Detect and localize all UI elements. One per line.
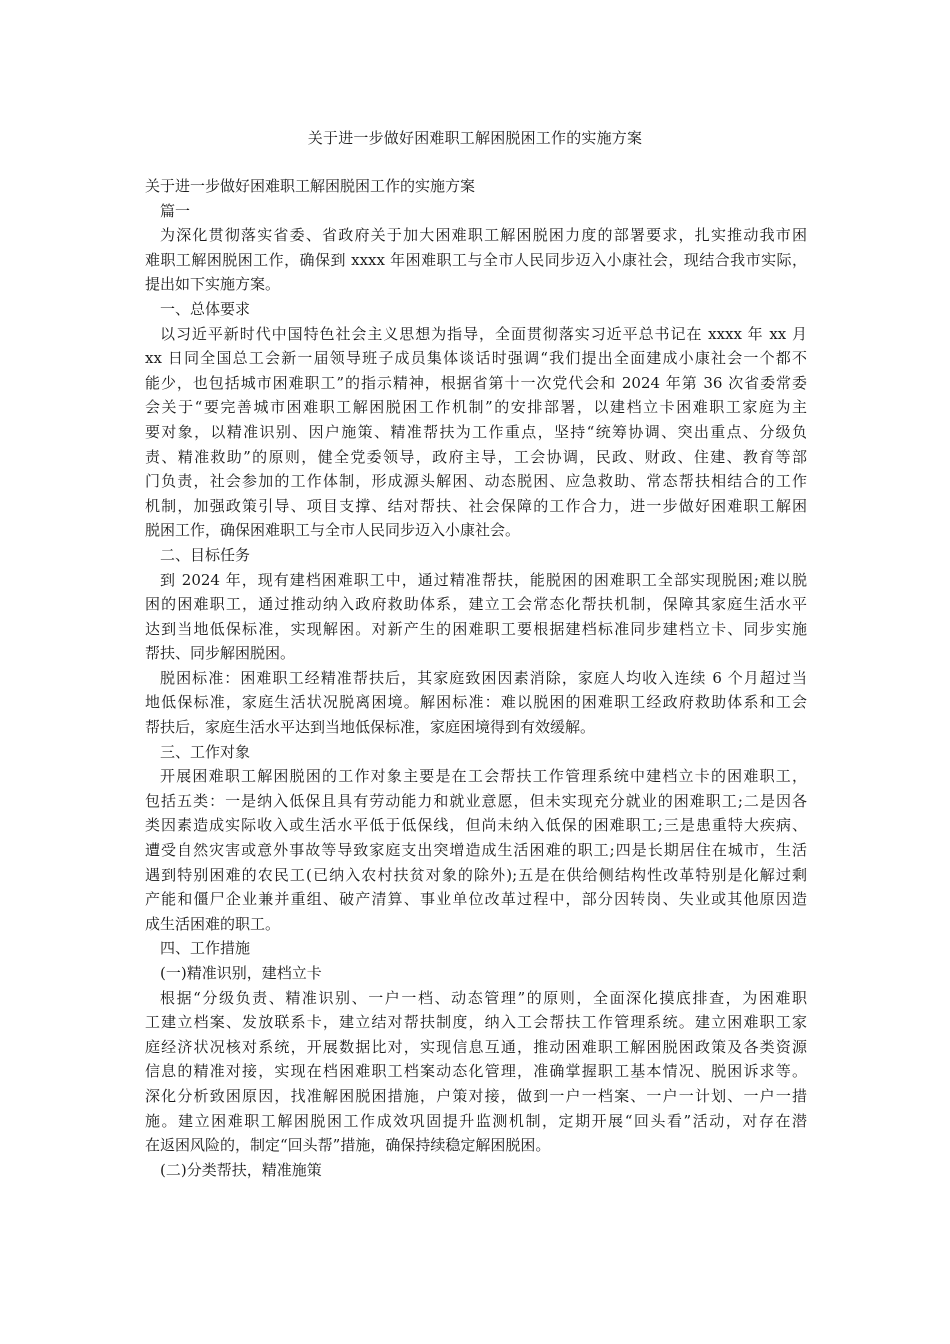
text-line: 深化分析致困原因，找准解困脱困措施，户策对接，做到一户一档案、一户一计划、一户一措 [145, 1086, 807, 1105]
text-line: 在返困风险的，制定“回头帮”措施，确保持续稳定解困脱困。 [145, 1136, 551, 1155]
text-line: 达到当地低保标准，实现解困。对新产生的困难职工要根据建档标准同步建档立卡、同步实施 [145, 619, 807, 638]
text-line: 篇一 [160, 201, 191, 220]
text-line: 脱困工作，确保困难职工与全市人民同步迈入小康社会。 [145, 521, 521, 540]
text-line: 施。建立困难职工解困脱困工作成效巩固提升监测机制，定期开展“回头看”活动，对存在潜 [145, 1111, 807, 1130]
text-line: 信息的精准对接，实现在档困难职工档案动态化管理，准确掌握职工基本情况、脱困诉求等。 [145, 1062, 807, 1081]
text-line: 产能和僵尸企业兼并重组、破产清算、事业单位改革过程中，部分因转岗、失业或其他原因造 [145, 890, 807, 909]
text-line: 三、工作对象 [160, 742, 251, 761]
text-line: 二、目标任务 [160, 545, 251, 564]
text-line: (二)分类帮扶，精准施策 [160, 1160, 322, 1179]
text-line: 包括五类：一是纳入低保且具有劳动能力和就业意愿，但未实现充分就业的困难职工;二是因各 [145, 791, 807, 810]
text-line: 会关于“要完善城市困难职工解困脱困工作机制”的安排部署，以建档立卡困难职工家庭为主 [145, 398, 807, 417]
text-line: 难职工解困脱困工作，确保到 xxxx 年困难职工与全市人民同步迈入小康社会，现结合我市实际， [145, 250, 807, 269]
text-line: 帮扶、同步解困脱困。 [145, 644, 296, 663]
text-line: 关于进一步做好困难职工解困脱困工作的实施方案 [145, 177, 476, 195]
text-line: 要对象，以精准识别、因户施策、精准帮扶为工作重点，坚持“统筹协调、突出重点、分级负 [145, 422, 807, 441]
text-line: 为深化贯彻落实省委、省政府关于加大困难职工解困脱困力度的部署要求，扎实推动我市困 [160, 226, 807, 245]
text-line: 根据“分级负责、精准识别、一户一档、动态管理”的原则，全面深化摸底排查，为困难职 [160, 988, 807, 1007]
text-line: 困的困难职工，通过推动纳入政府救助体系，建立工会常态化帮扶机制，保障其家庭生活水平 [145, 595, 807, 614]
text-line: 门负责，社会参加的工作体制，形成源头解困、动态脱困、应急救助、常态帮扶相结合的工作 [145, 472, 807, 491]
text-line: 类因素造成实际收入或生活水平低于低保线，但尚未纳入低保的困难职工;三是患重特大疾病、 [145, 816, 807, 835]
text-line: 脱困标准：困难职工经精准帮扶后，其家庭致困因素消除，家庭人均收入连续 6 个月超过当 [160, 668, 807, 687]
text-line: xx 日同全国总工会新一届领导班子成员集体谈话时强调“我们提出全面建成小康社会一个都不 [145, 349, 807, 368]
text-line: 责、精准救助”的原则，健全党委领导，政府主导，工会协调，民政、财政、住建、教育等部 [145, 447, 807, 466]
text-line: 机制，加强政策引导、项目支撑、结对帮扶、社会保障的工作合力，进一步做好困难职工解困 [145, 496, 807, 515]
text-line: 一、总体要求 [160, 299, 251, 318]
document-body [145, 174, 807, 1182]
text-line: 提出如下实施方案。 [145, 275, 281, 294]
text-line: 能少，也包括城市困难职工”的指示精神，根据省第十一次党代会和 2024 年第 36 次省委常委 [145, 373, 807, 392]
text-line: 工建立档案、发放联系卡，建立结对帮扶制度，纳入工会帮扶工作管理系统。建立困难职工家 [145, 1013, 807, 1032]
text-line: 遭受自然灾害或意外事故等导致家庭支出突增造成生活困难的职工;四是长期居住在城市，生活 [145, 841, 807, 860]
text-line: 庭经济状况核对系统，开展数据比对，实现信息互通，推动困难职工解困脱困政策及各类资源 [145, 1037, 807, 1056]
text-line: 到 2024 年，现有建档困难职工中，通过精准帮扶，能脱困的困难职工全部实现脱困;难以脱 [160, 570, 807, 589]
text-line: 帮扶后，家庭生活水平达到当地低保标准，家庭困境得到有效缓解。 [145, 718, 596, 737]
text-line: 四、工作措施 [160, 939, 251, 958]
text-line: 开展困难职工解困脱困的工作对象主要是在工会帮扶工作管理系统中建档立卡的困难职工， [160, 767, 807, 786]
text-line: (一)精准识别，建档立卡 [160, 964, 322, 982]
text-line: 成生活困难的职工。 [145, 914, 281, 933]
text-line: 遇到特别困难的农民工(已纳入农村扶贫对象的除外);五是在供给侧结构性改革特别是化解过剩 [145, 865, 807, 884]
text-line: 以习近平新时代中国特色社会主义思想为指导，全面贯彻落实习近平总书记在 xxxx 年 xx 月 [160, 324, 807, 343]
text-line: 地低保标准，家庭生活状况脱离困境。解困标准：难以脱困的困难职工经政府救助体系和工会 [145, 693, 807, 712]
page-title: 关于进一步做好困难职工解困脱困工作的实施方案 [307, 129, 643, 147]
